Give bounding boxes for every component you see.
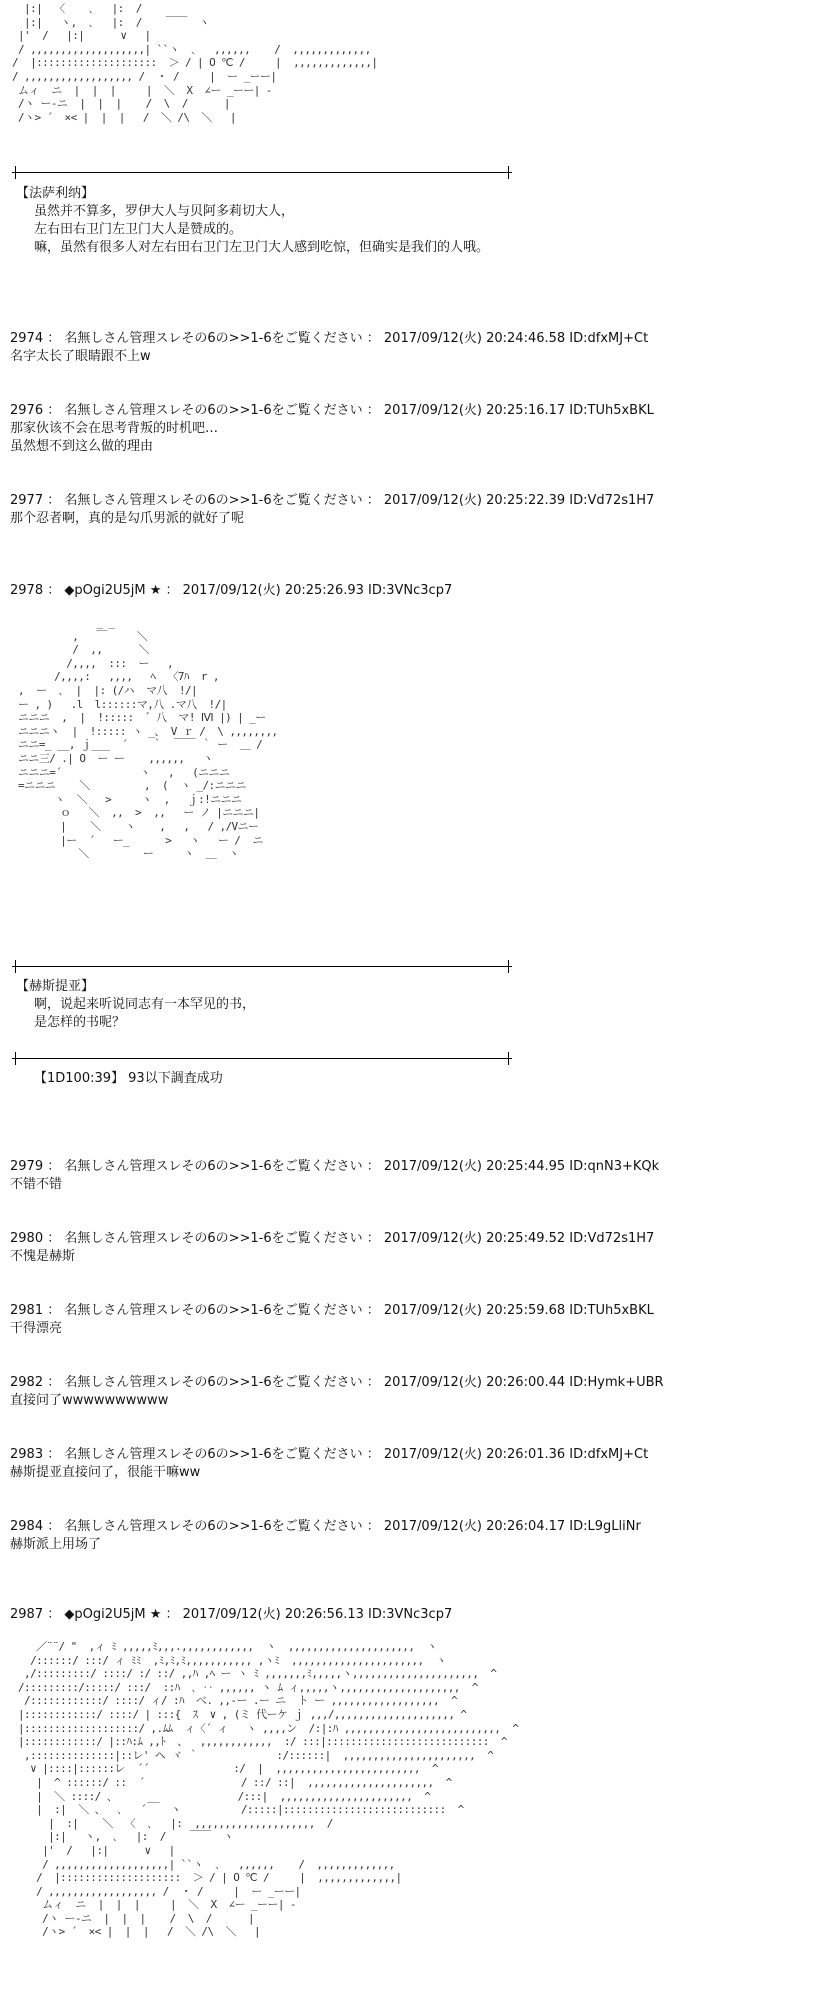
- post-header: 2983 ： 名無しさん管理スレその6の>>1-6をご覧ください ： 2017/09/12(火) 20:26:01.36 ID:dfxMJ+Ct: [10, 1447, 649, 1462]
- post-2982: [10, 1374, 664, 1410]
- dialogue-line: 嘛，虽然有很多人对左右田右卫门左卫门大人感到吃惊，但确实是我们的人哦。: [34, 240, 490, 255]
- post-header: 2987 ： ◆pOgi2U5jM ★ ： 2017/09/12(火) 20:26:56.13 ID:3VNc3cp7: [10, 1607, 453, 1622]
- post-2987: [10, 1606, 452, 1624]
- post-2983: [10, 1446, 648, 1482]
- post-2979: [10, 1158, 659, 1194]
- post-body: 那个忍者啊，真的是勾爪男派的就好了呢: [10, 511, 245, 526]
- post-header: 2981 ： 名無しさん管理スレその6の>>1-6をご覧ください ： 2017/09/12(火) 20:25:59.68 ID:TUh5xBKL: [10, 1303, 654, 1318]
- divider-rule: [12, 1058, 512, 1059]
- post-body: 虽然想不到这么做的理由: [10, 439, 154, 454]
- dialogue-line: 是怎样的书呢？: [34, 1015, 126, 1030]
- dialogue-heath: [16, 978, 255, 1032]
- dialogue-line: 左右田右卫门左卫门大人是赞成的。: [34, 222, 243, 237]
- post-2984: [10, 1518, 641, 1554]
- post-body: 赫斯派上用场了: [10, 1537, 102, 1552]
- post-header: 2977 ： 名無しさん管理スレその6の>>1-6をご覧ください ： 2017/09/12(火) 20:25:22.39 ID:Vd72s1H7: [10, 493, 655, 508]
- post-header: 2976 ： 名無しさん管理スレその6の>>1-6をご覧ください ： 2017/09/12(火) 20:25:16.17 ID:TUh5xBKL: [10, 403, 654, 418]
- ascii-art-top: |:| 〈 ､ |: / |:| ヽ, ､ |: / ￣￣ ヽ |' / |:| ∨ | / ,,,,,,,,,,,,,,,,,,,| ``ヽ ､ ,,,,,, / ,,,,,,,,,,,,, / |:::::::::::::::::::: ＞ / | O ℃ / | ,,,,,,,,,,,,,| / ,,,,,,,,,,,,,,,,,, / ・ / | ー _ーー| ムィ ニ | | | | ＼ X ∠ー _ーー| - /ヽ ー-ニ | | | / \ / | /ヽ> ´ ×< | | | / ＼ /\ ＼ |: [12, 2, 378, 124]
- post-2976: [10, 402, 654, 456]
- dialogue-line: 虽然并不算多，罗伊大人与贝阿多莉切大人，: [34, 204, 295, 219]
- post-2980: [10, 1230, 654, 1266]
- post-2978: [10, 582, 452, 600]
- post-header: 2980 ： 名無しさん管理スレその6の>>1-6をご覧ください ： 2017/09/12(火) 20:25:49.52 ID:Vd72s1H7: [10, 1231, 655, 1246]
- dice-result: 【1D100:39】 93以下調査成功: [34, 1071, 223, 1086]
- speaker-name: 【法萨利纳】: [16, 186, 95, 201]
- post-header: 2974 ： 名無しさん管理スレその6の>>1-6をご覧ください ： 2017/09/12(火) 20:24:46.58 ID:dfxMJ+Ct: [10, 331, 649, 346]
- speaker-name: 【赫斯提亚】: [16, 979, 95, 994]
- post-body: 那家伙该不会在思考背叛的时机吧…: [10, 421, 219, 436]
- post-header: 2982 ： 名無しさん管理スレその6の>>1-6をご覧ください ： 2017/09/12(火) 20:26:00.44 ID:Hymk+UBR: [10, 1375, 664, 1390]
- post-body: 不愧是赫斯: [10, 1249, 76, 1264]
- divider-rule: [12, 966, 512, 967]
- post-header: 2984 ： 名無しさん管理スレその6の>>1-6をご覧ください ： 2017/09/12(火) 20:26:04.17 ID:L9gLliNr: [10, 1519, 641, 1534]
- post-body: 直接问了wwwwwwwwww: [10, 1393, 169, 1408]
- post-header: 2978 ： ◆pOgi2U5jM ★ ： 2017/09/12(火) 20:25:26.93 ID:3VNc3cp7: [10, 583, 453, 598]
- ascii-art-bottom: ／¨¨/ " ,ィ ﾐ ,,,,,ﾐ,,,.,,,,,,,,,,,, ヽ ,,,,,,,,,,,,,,,,,,,,, ヽ /::::::/ :::/ ィ ﾐﾐ ,ﾐ,ﾐ,ﾐ,,,,,,,,,,, ,ヽﾐ ,,,,,,,,,,,,,,,,,,,,,, ヽ ,/:::::::::/ ::::/ :/ ::/ ,,ﾊ ,ﾍ ー ヽ ﾐ ,,,,,,,ﾐ,,,,,ヽ,,,,,,,,,,,,,,,,,,,,, ^ /:::::::::/:::::/ :::/ ::ﾊ ､ ‥ ,,,,,, ヽ ﾑ ィ,,,,,ヽ,,,,,,,,,,,,,,,,,,,, ^ /::::::::::::/ ::::/ ィ/ :ﾊ べ. ,,-ー .ー ニ ト ー ,,,,,,,,,,,,,,,,,, ^ |::::::::::::/ ::::/ | :::{ ｽ ∨ , (ミ 代ーケ ｊ ,,,/,,,,,,,,,,,,,,,,,,,, ^ |:::::::::::::::::::/ ,.ﾑﾑ ィ〈´ ィ ヽ ,,,,ン /:|:ﾊ ,,,,,,,,,,,,,,,,,,,,,,,,,, ^ |::::::::::::/ |::ﾊ:ﾑ ,,ﾄ 、 ,,,,,,,,,,,, :/ :::|::::::::::::::::::::::::::: ^ ,::::::::::::::|::レ' ヘ ヾ ｀ :/::::::| ,,,,,,,,,,,,,,,,,,,,,, ^ ∨ |::::|::::::レ ´´ :/ | ,,,,,,,,,,,,,,,,,,,,,,,, ^ | ^ ::::::/ :: ´ / ::/ ::| ,,,,,,,,,,,,,,,,,,,,, ^ | ＼ ::::/ 、 __ /:::| ,,,,,,,,,,,,,,,,,,,,,, ^ | :| ＼ 、 ､ ´ ヽ /:::::|::::::::::::::::::::::::::: ^ | :| ＼ 〈 ､ |: ,,,,,,,,,,,,,,,,,,,, / |:| ヽ, ､ |: / ￣￣ ヽ |' / |:| ∨ | / ,,,,,,,,,,,,,,,,,,,| ``ヽ ､ ,,,,,, / ,,,,,,,,,,,,, / |:::::::::::::::::::: ＞ / | O ℃ / | ,,,,,,,,,,,,,| / ,,,,,,,,,,,,,,,,,, / ・ / | ー _ーー| ムィ ニ | | | | ＼ X ∠ー _ーー| - /ヽ ー-ニ | | | / \ / | /ヽ> ´ ×< | | | / ＼ /\ ＼ |: [18, 1640, 519, 1939]
- post-body: 干得漂亮: [10, 1321, 63, 1336]
- post-body: 不错不错: [10, 1177, 63, 1192]
- post-2977: [10, 492, 654, 528]
- dialogue-fasarina: [16, 185, 489, 257]
- post-body: 名字太长了眼睛跟不上w: [10, 349, 151, 364]
- post-header: 2979 ： 名無しさん管理スレその6の>>1-6をご覧ください ： 2017/09/12(火) 20:25:44.95 ID:qnN3+KQk: [10, 1159, 660, 1174]
- post-body: 赫斯提亚直接问了，很能干嘛ww: [10, 1465, 201, 1480]
- post-2974: [10, 330, 648, 366]
- post-2981: [10, 1302, 654, 1338]
- ascii-art-heath: _ _ , ￣ ＼ / ,, ＼ /,,,, ::: ー , /,,,,: ,,,, ﾍ 〈7ﾊ r , , ー ､ | |: (/ハ マ八 !/| ー , ) .l l::::::マ,八 .マ八 !/| ニニニ , | !::::: ゛八 マ! ⅣⅠ |) | _ー ニニニヽ | !::::: ヽ _、 V ｒ / \ ,,,,,,,, ニニ=_ __, ｊ___ ´ ｀ ￣￣ ｀ ー ＿ / ニニ三/ .| O ー ー ,,,,,, ヽ ニニニ=´ ヽ , (ニニニ =ニニニ ＼ , ( ヽ _/:ニニニ ヽ ＼ > ヽ , ｊ:!ニニニ ｏ ＼ ,, > ,, ー ノ |ニニニ| | ＼ ヽ , , / ,/Vニー |ー ´ ー_ > ヽ ー / ニ ＼ ー ヽ ＿ ヽ: [18, 616, 278, 861]
- dialogue-line: 啊，说起来听说同志有一本罕见的书，: [34, 997, 256, 1012]
- divider-rule: [12, 172, 512, 173]
